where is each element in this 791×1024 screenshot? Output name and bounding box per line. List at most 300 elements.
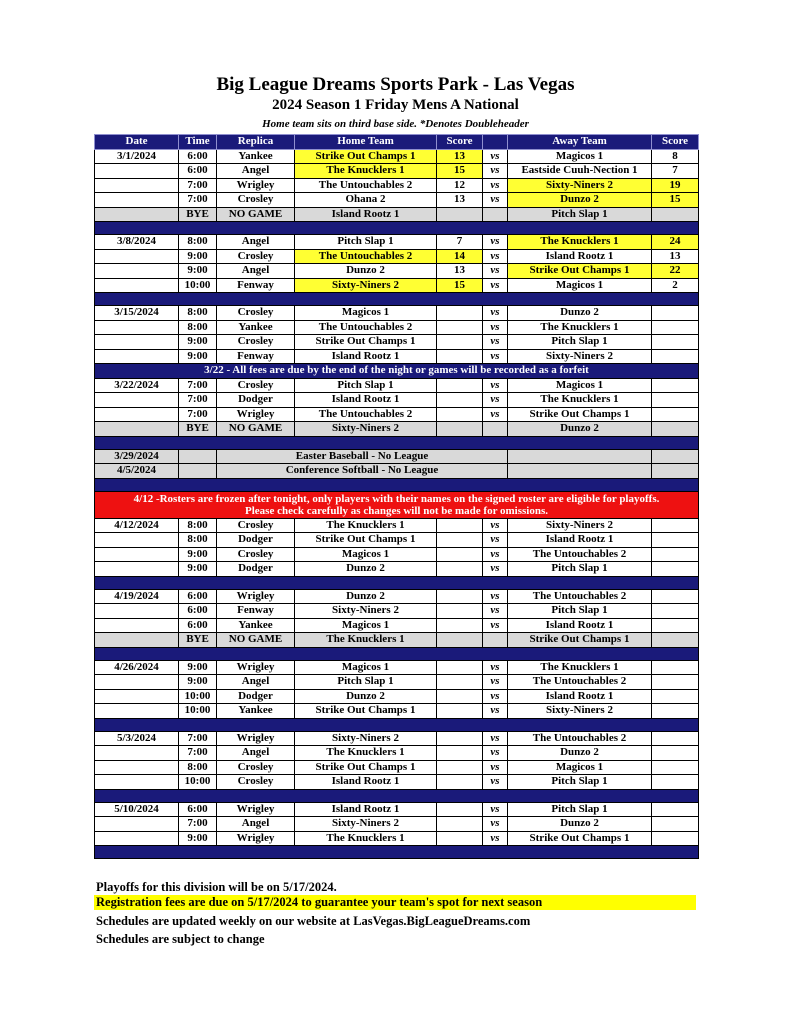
away-team-cell: Magicos 1 bbox=[508, 760, 652, 775]
separator-cell bbox=[95, 478, 699, 491]
page-subtitle: 2024 Season 1 Friday Mens A National bbox=[272, 97, 519, 113]
date-cell: 3/8/2024 bbox=[95, 235, 179, 250]
away-team-cell: Sixty-Niners 2 bbox=[508, 704, 652, 719]
col-header-home-team: Home Team bbox=[295, 135, 437, 150]
away-score-cell bbox=[652, 320, 699, 335]
away-score-cell bbox=[652, 407, 699, 422]
time-cell: 7:00 bbox=[179, 407, 217, 422]
home-team-cell: Dunzo 2 bbox=[295, 264, 437, 279]
away-score-cell bbox=[652, 731, 699, 746]
game-row bbox=[95, 746, 699, 761]
home-score-cell bbox=[437, 562, 483, 577]
time-cell: 10:00 bbox=[179, 278, 217, 293]
time-cell: 6:00 bbox=[179, 164, 217, 179]
time-cell: 9:00 bbox=[179, 264, 217, 279]
home-team-cell: The Knucklers 1 bbox=[295, 518, 437, 533]
away-team-cell: Pitch Slap 1 bbox=[508, 604, 652, 619]
field-cell: Angel bbox=[217, 235, 295, 250]
schedule-body bbox=[95, 135, 699, 859]
date-cell bbox=[95, 533, 179, 548]
home-team-cell: Sixty-Niners 2 bbox=[295, 422, 437, 437]
vs-cell: vs bbox=[483, 320, 508, 335]
date-cell bbox=[95, 689, 179, 704]
time-cell: BYE bbox=[179, 207, 217, 222]
away-score-cell bbox=[652, 589, 699, 604]
separator-row bbox=[95, 436, 699, 449]
date-cell bbox=[95, 320, 179, 335]
field-cell: Wrigley bbox=[217, 589, 295, 604]
vs-cell: vs bbox=[483, 533, 508, 548]
vs-cell: vs bbox=[483, 335, 508, 350]
time-cell: 6:00 bbox=[179, 604, 217, 619]
time-cell: 8:00 bbox=[179, 320, 217, 335]
home-score-cell bbox=[437, 407, 483, 422]
game-row bbox=[95, 164, 699, 179]
separator-cell bbox=[95, 846, 699, 859]
empty-cell bbox=[508, 464, 652, 479]
vs-cell: vs bbox=[483, 760, 508, 775]
home-team-cell: Dunzo 2 bbox=[295, 562, 437, 577]
away-score-cell bbox=[652, 207, 699, 222]
home-score-cell bbox=[437, 675, 483, 690]
home-team-cell: The Untouchables 2 bbox=[295, 407, 437, 422]
time-cell: 9:00 bbox=[179, 831, 217, 846]
time-cell: 6:00 bbox=[179, 149, 217, 164]
home-team-cell: The Untouchables 2 bbox=[295, 320, 437, 335]
game-row bbox=[95, 802, 699, 817]
away-team-cell: The Knucklers 1 bbox=[508, 660, 652, 675]
game-row bbox=[95, 378, 699, 393]
home-score-cell bbox=[437, 660, 483, 675]
col-header-field: Replica bbox=[217, 135, 295, 150]
away-team-cell: Dunzo 2 bbox=[508, 817, 652, 832]
vs-cell: vs bbox=[483, 407, 508, 422]
date-cell bbox=[95, 207, 179, 222]
vs-cell: vs bbox=[483, 731, 508, 746]
field-cell: Dodger bbox=[217, 533, 295, 548]
home-team-cell: Magicos 1 bbox=[295, 547, 437, 562]
away-team-cell: Island Rootz 1 bbox=[508, 618, 652, 633]
away-team-cell: Magicos 1 bbox=[508, 378, 652, 393]
home-score-cell bbox=[437, 306, 483, 321]
time-cell: 6:00 bbox=[179, 618, 217, 633]
field-cell: Dodger bbox=[217, 393, 295, 408]
home-score-cell bbox=[437, 704, 483, 719]
vs-cell: vs bbox=[483, 193, 508, 208]
away-team-cell: The Knucklers 1 bbox=[508, 235, 652, 250]
home-score-cell bbox=[437, 817, 483, 832]
away-score-cell bbox=[652, 675, 699, 690]
separator-cell bbox=[95, 789, 699, 802]
away-score-cell bbox=[652, 775, 699, 790]
away-score-cell: 19 bbox=[652, 178, 699, 193]
date-cell bbox=[95, 264, 179, 279]
date-cell bbox=[95, 422, 179, 437]
separator-cell bbox=[95, 222, 699, 235]
date-cell: 4/19/2024 bbox=[95, 589, 179, 604]
separator-cell bbox=[95, 576, 699, 589]
date-cell: 4/5/2024 bbox=[95, 464, 179, 479]
away-team-cell: Pitch Slap 1 bbox=[508, 335, 652, 350]
vs-cell bbox=[483, 633, 508, 648]
away-team-cell: Dunzo 2 bbox=[508, 746, 652, 761]
away-score-cell: 13 bbox=[652, 249, 699, 264]
game-row bbox=[95, 689, 699, 704]
field-cell: Angel bbox=[217, 746, 295, 761]
away-score-cell bbox=[652, 562, 699, 577]
home-score-cell bbox=[437, 689, 483, 704]
home-team-cell: Magicos 1 bbox=[295, 660, 437, 675]
schedule-table bbox=[94, 134, 699, 859]
time-cell: 9:00 bbox=[179, 349, 217, 364]
game-row bbox=[95, 760, 699, 775]
away-score-cell bbox=[652, 704, 699, 719]
col-header-away-team: Away Team bbox=[508, 135, 652, 150]
game-row bbox=[95, 618, 699, 633]
vs-cell: vs bbox=[483, 746, 508, 761]
time-cell: 9:00 bbox=[179, 249, 217, 264]
home-team-cell: Strike Out Champs 1 bbox=[295, 760, 437, 775]
home-score-cell: 13 bbox=[437, 149, 483, 164]
home-score-cell bbox=[437, 589, 483, 604]
away-score-cell bbox=[652, 378, 699, 393]
game-row bbox=[95, 193, 699, 208]
vs-cell: vs bbox=[483, 675, 508, 690]
vs-cell: vs bbox=[483, 589, 508, 604]
no-league-text: Conference Softball - No League bbox=[217, 464, 508, 479]
away-team-cell: Pitch Slap 1 bbox=[508, 802, 652, 817]
date-cell bbox=[95, 193, 179, 208]
change-note: Schedules are subject to change bbox=[96, 932, 265, 946]
home-score-cell: 7 bbox=[437, 235, 483, 250]
date-cell: 3/1/2024 bbox=[95, 149, 179, 164]
away-score-cell: 7 bbox=[652, 164, 699, 179]
time-cell: 9:00 bbox=[179, 660, 217, 675]
bye-row bbox=[95, 422, 699, 437]
home-score-cell: 15 bbox=[437, 164, 483, 179]
vs-cell: vs bbox=[483, 235, 508, 250]
field-cell: Angel bbox=[217, 264, 295, 279]
date-cell: 3/29/2024 bbox=[95, 449, 179, 464]
away-team-cell: Magicos 1 bbox=[508, 149, 652, 164]
separator-cell bbox=[95, 718, 699, 731]
away-team-cell: Strike Out Champs 1 bbox=[508, 633, 652, 648]
separator-row bbox=[95, 222, 699, 235]
date-cell bbox=[95, 604, 179, 619]
time-cell: 10:00 bbox=[179, 775, 217, 790]
separator-row bbox=[95, 718, 699, 731]
vs-cell: vs bbox=[483, 689, 508, 704]
date-cell bbox=[95, 547, 179, 562]
home-score-cell: 15 bbox=[437, 278, 483, 293]
vs-cell: vs bbox=[483, 802, 508, 817]
game-row bbox=[95, 704, 699, 719]
date-cell: 3/15/2024 bbox=[95, 306, 179, 321]
game-row bbox=[95, 235, 699, 250]
home-team-cell: Island Rootz 1 bbox=[295, 775, 437, 790]
away-score-cell bbox=[652, 518, 699, 533]
home-team-cell: The Untouchables 2 bbox=[295, 178, 437, 193]
col-header-vs bbox=[483, 135, 508, 150]
date-cell bbox=[95, 817, 179, 832]
game-row bbox=[95, 675, 699, 690]
field-cell: Wrigley bbox=[217, 802, 295, 817]
date-cell: 5/10/2024 bbox=[95, 802, 179, 817]
away-score-cell bbox=[652, 533, 699, 548]
home-team-cell: Strike Out Champs 1 bbox=[295, 704, 437, 719]
home-team-cell: Strike Out Champs 1 bbox=[295, 335, 437, 350]
date-cell bbox=[95, 704, 179, 719]
home-score-cell bbox=[437, 207, 483, 222]
seating-note: Home team sits on third base side. *Denotes Doubleheader bbox=[262, 118, 529, 130]
page-title: Big League Dreams Sports Park - Las Vegas bbox=[216, 74, 575, 95]
away-team-cell: The Untouchables 2 bbox=[508, 675, 652, 690]
no-league-row bbox=[95, 449, 699, 464]
away-score-cell bbox=[652, 604, 699, 619]
field-cell: Yankee bbox=[217, 704, 295, 719]
date-cell: 4/12/2024 bbox=[95, 518, 179, 533]
vs-cell: vs bbox=[483, 349, 508, 364]
away-team-cell: Island Rootz 1 bbox=[508, 533, 652, 548]
home-team-cell: Island Rootz 1 bbox=[295, 207, 437, 222]
time-cell: BYE bbox=[179, 422, 217, 437]
time-cell: 7:00 bbox=[179, 378, 217, 393]
vs-cell: vs bbox=[483, 264, 508, 279]
vs-cell: vs bbox=[483, 775, 508, 790]
registration-note: Registration fees are due on 5/17/2024 to guarantee your team's spot for next season bbox=[94, 895, 696, 910]
date-cell bbox=[95, 760, 179, 775]
away-score-cell bbox=[652, 760, 699, 775]
time-cell: 7:00 bbox=[179, 193, 217, 208]
home-team-cell: Ohana 2 bbox=[295, 193, 437, 208]
vs-cell: vs bbox=[483, 604, 508, 619]
date-cell bbox=[95, 407, 179, 422]
away-team-cell: Dunzo 2 bbox=[508, 422, 652, 437]
game-row bbox=[95, 547, 699, 562]
away-team-cell: Pitch Slap 1 bbox=[508, 207, 652, 222]
playoffs-note: Playoffs for this division will be on 5/17/2024. bbox=[96, 880, 337, 894]
date-cell bbox=[95, 618, 179, 633]
field-cell: Crosley bbox=[217, 760, 295, 775]
home-team-cell: Pitch Slap 1 bbox=[295, 675, 437, 690]
time-cell: 8:00 bbox=[179, 518, 217, 533]
no-league-row bbox=[95, 464, 699, 479]
away-score-cell bbox=[652, 335, 699, 350]
time-cell: 7:00 bbox=[179, 178, 217, 193]
away-team-cell: Dunzo 2 bbox=[508, 306, 652, 321]
game-row bbox=[95, 775, 699, 790]
vs-cell: vs bbox=[483, 278, 508, 293]
time-cell: 9:00 bbox=[179, 675, 217, 690]
roster-alert-row bbox=[95, 491, 699, 518]
home-team-cell: The Knucklers 1 bbox=[295, 831, 437, 846]
home-team-cell: Sixty-Niners 2 bbox=[295, 278, 437, 293]
field-cell: Wrigley bbox=[217, 831, 295, 846]
separator-row bbox=[95, 647, 699, 660]
home-score-cell bbox=[437, 746, 483, 761]
field-cell: Fenway bbox=[217, 278, 295, 293]
game-row bbox=[95, 393, 699, 408]
game-row bbox=[95, 320, 699, 335]
roster-alert-line1: 4/12 -Rosters are frozen after tonight, only players with their names on the signed roster are eligible for playoffs. bbox=[133, 492, 660, 505]
field-cell: Dodger bbox=[217, 689, 295, 704]
vs-cell: vs bbox=[483, 378, 508, 393]
home-score-cell bbox=[437, 422, 483, 437]
col-header-date: Date bbox=[95, 135, 179, 150]
field-cell: Angel bbox=[217, 817, 295, 832]
vs-cell: vs bbox=[483, 149, 508, 164]
game-row bbox=[95, 817, 699, 832]
time-cell: 6:00 bbox=[179, 589, 217, 604]
date-cell bbox=[95, 278, 179, 293]
separator-row bbox=[95, 478, 699, 491]
roster-alert-line2: Please check carefully as changes will not be made for omissions. bbox=[245, 504, 548, 517]
home-team-cell: The Knucklers 1 bbox=[295, 633, 437, 648]
away-score-cell bbox=[652, 618, 699, 633]
time-cell: 7:00 bbox=[179, 746, 217, 761]
field-cell: Yankee bbox=[217, 618, 295, 633]
bye-row bbox=[95, 207, 699, 222]
home-score-cell bbox=[437, 349, 483, 364]
home-score-cell bbox=[437, 378, 483, 393]
time-cell: 8:00 bbox=[179, 760, 217, 775]
game-row bbox=[95, 335, 699, 350]
field-cell: Crosley bbox=[217, 547, 295, 562]
vs-cell: vs bbox=[483, 831, 508, 846]
date-cell bbox=[95, 178, 179, 193]
home-score-cell bbox=[437, 533, 483, 548]
date-cell bbox=[95, 633, 179, 648]
home-score-cell: 13 bbox=[437, 264, 483, 279]
game-row bbox=[95, 264, 699, 279]
game-row bbox=[95, 589, 699, 604]
website-note: Schedules are updated weekly on our website at LasVegas.BigLeagueDreams.com bbox=[96, 914, 531, 928]
away-team-cell: Strike Out Champs 1 bbox=[508, 264, 652, 279]
home-team-cell: Magicos 1 bbox=[295, 306, 437, 321]
time-cell: 7:00 bbox=[179, 731, 217, 746]
date-cell bbox=[95, 335, 179, 350]
empty-cell bbox=[508, 449, 652, 464]
away-score-cell bbox=[652, 547, 699, 562]
home-team-cell: Island Rootz 1 bbox=[295, 802, 437, 817]
notice-text: 3/22 - All fees are due by the end of the night or games will be recorded as a forfeit bbox=[95, 364, 699, 379]
time-cell: 10:00 bbox=[179, 704, 217, 719]
home-score-cell bbox=[437, 633, 483, 648]
field-cell: Dodger bbox=[217, 562, 295, 577]
time-cell: 7:00 bbox=[179, 817, 217, 832]
home-team-cell: Sixty-Niners 2 bbox=[295, 731, 437, 746]
col-header-home-score: Score bbox=[437, 135, 483, 150]
home-team-cell: Sixty-Niners 2 bbox=[295, 817, 437, 832]
field-cell: Angel bbox=[217, 164, 295, 179]
vs-cell: vs bbox=[483, 562, 508, 577]
vs-cell bbox=[483, 422, 508, 437]
separator-cell bbox=[95, 293, 699, 306]
field-cell: NO GAME bbox=[217, 633, 295, 648]
date-cell: 5/3/2024 bbox=[95, 731, 179, 746]
home-team-cell: The Knucklers 1 bbox=[295, 164, 437, 179]
bye-row bbox=[95, 633, 699, 648]
away-team-cell: Pitch Slap 1 bbox=[508, 562, 652, 577]
col-header-away-score: Score bbox=[652, 135, 699, 150]
field-cell: Wrigley bbox=[217, 407, 295, 422]
home-score-cell bbox=[437, 335, 483, 350]
game-row bbox=[95, 831, 699, 846]
home-score-cell bbox=[437, 731, 483, 746]
home-team-cell: Dunzo 2 bbox=[295, 589, 437, 604]
vs-cell: vs bbox=[483, 164, 508, 179]
field-cell: Yankee bbox=[217, 320, 295, 335]
game-row bbox=[95, 731, 699, 746]
vs-cell: vs bbox=[483, 704, 508, 719]
away-team-cell: The Untouchables 2 bbox=[508, 589, 652, 604]
vs-cell: vs bbox=[483, 618, 508, 633]
home-score-cell: 13 bbox=[437, 193, 483, 208]
field-cell: Crosley bbox=[217, 193, 295, 208]
separator-cell bbox=[95, 436, 699, 449]
time-cell: 10:00 bbox=[179, 689, 217, 704]
away-score-cell bbox=[652, 802, 699, 817]
away-team-cell: Eastside Cuuh-Nection 1 bbox=[508, 164, 652, 179]
game-row bbox=[95, 604, 699, 619]
field-cell: Angel bbox=[217, 675, 295, 690]
home-score-cell bbox=[437, 760, 483, 775]
date-cell bbox=[95, 775, 179, 790]
home-team-cell: The Untouchables 2 bbox=[295, 249, 437, 264]
empty-cell bbox=[179, 449, 217, 464]
time-cell: BYE bbox=[179, 633, 217, 648]
separator-row bbox=[95, 293, 699, 306]
col-header-time: Time bbox=[179, 135, 217, 150]
field-cell: Crosley bbox=[217, 335, 295, 350]
date-cell bbox=[95, 675, 179, 690]
away-team-cell: Sixty-Niners 2 bbox=[508, 349, 652, 364]
away-score-cell bbox=[652, 660, 699, 675]
away-score-cell bbox=[652, 689, 699, 704]
away-score-cell bbox=[652, 422, 699, 437]
away-team-cell: Magicos 1 bbox=[508, 278, 652, 293]
away-score-cell bbox=[652, 831, 699, 846]
field-cell: Fenway bbox=[217, 349, 295, 364]
field-cell: NO GAME bbox=[217, 422, 295, 437]
game-row bbox=[95, 349, 699, 364]
home-team-cell: Sixty-Niners 2 bbox=[295, 604, 437, 619]
home-score-cell: 12 bbox=[437, 178, 483, 193]
separator-cell bbox=[95, 647, 699, 660]
field-cell: Wrigley bbox=[217, 731, 295, 746]
field-cell: Yankee bbox=[217, 149, 295, 164]
away-score-cell: 8 bbox=[652, 149, 699, 164]
game-row bbox=[95, 278, 699, 293]
field-cell: Wrigley bbox=[217, 178, 295, 193]
away-team-cell: Pitch Slap 1 bbox=[508, 775, 652, 790]
time-cell: 9:00 bbox=[179, 335, 217, 350]
date-cell bbox=[95, 349, 179, 364]
home-score-cell bbox=[437, 775, 483, 790]
home-score-cell: 14 bbox=[437, 249, 483, 264]
away-team-cell: Strike Out Champs 1 bbox=[508, 407, 652, 422]
home-team-cell: Island Rootz 1 bbox=[295, 393, 437, 408]
away-team-cell: Strike Out Champs 1 bbox=[508, 831, 652, 846]
date-cell bbox=[95, 746, 179, 761]
empty-cell bbox=[652, 449, 699, 464]
date-cell bbox=[95, 393, 179, 408]
away-score-cell bbox=[652, 633, 699, 648]
time-cell: 8:00 bbox=[179, 533, 217, 548]
date-cell bbox=[95, 164, 179, 179]
game-row bbox=[95, 407, 699, 422]
empty-cell bbox=[652, 464, 699, 479]
